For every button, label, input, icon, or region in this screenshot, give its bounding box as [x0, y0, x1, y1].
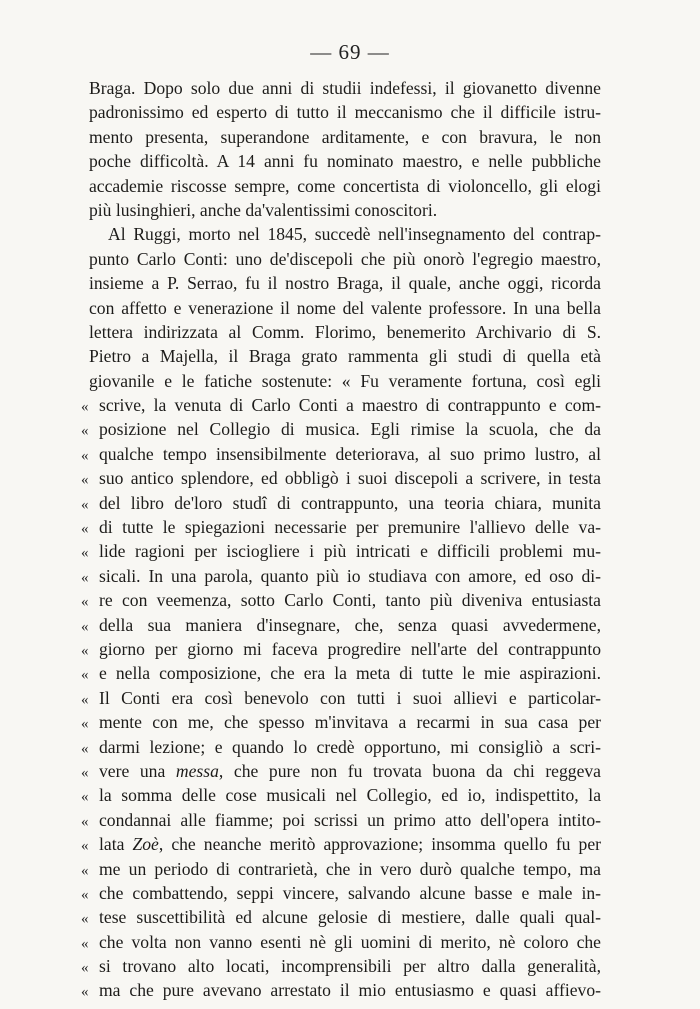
text-line-content: punto Carlo Conti: uno de'discepoli che più onorò l'egregio maestro,: [89, 248, 601, 269]
quotation-mark: «: [81, 911, 89, 928]
text-line-content: di tutte le spiegazioni necessarie per premunire l'allievo delle va-: [99, 517, 601, 538]
quotation-mark: «: [81, 423, 89, 440]
quotation-mark: «: [81, 399, 89, 416]
text-line-content: del libro de'loro studî di contrappunto, una teoria chiara, munita: [99, 492, 601, 513]
text-line-content: mente con me, che spesso m'invitava a recarmi in sua casa per: [99, 712, 601, 733]
text-line-content: padronissimo ed esperto di tutto il meccanismo che il difficile istru-: [89, 102, 601, 123]
text-line: [81, 930, 601, 954]
quotation-mark: «: [81, 960, 89, 977]
text-line-content: accademie riscosse sempre, come concertista di violoncello, gli elogi: [89, 175, 601, 196]
text-line-content: darmi lezione; e quando lo credè opportuno, mi consigliò a scri-: [99, 736, 601, 757]
text-line: [89, 344, 601, 368]
text-line: [81, 710, 601, 734]
quotation-mark: «: [81, 447, 89, 464]
text-line-content: Al Ruggi, morto nel 1845, succedè nell'insegnamento del contrap-: [108, 224, 601, 245]
text-line: [89, 296, 601, 320]
text-line-content: della sua maniera d'insegnare, che, senza quasi avvedermene,: [99, 614, 601, 635]
quotation-mark: «: [81, 691, 89, 708]
text-line-content: che combattendo, seppi vincere, salvando alcune basse e male in-: [99, 882, 601, 903]
text-line: [89, 222, 601, 246]
quotation-mark: «: [81, 594, 89, 611]
text-line-content: sicali. In una parola, quanto più io studiava con amore, ed oso di-: [99, 565, 601, 586]
text-line: [81, 539, 601, 563]
text-line: [89, 198, 601, 222]
text-line-content: che volta non vanno esenti nè gli uomini di merito, nè coloro che: [99, 931, 601, 952]
quotation-mark: «: [81, 813, 89, 830]
text-line: [89, 271, 601, 295]
text-line: [89, 247, 601, 271]
text-line-content: qualche tempo insensibilmente deteriorava, al suo primo lustro, al: [99, 443, 601, 464]
quotation-mark: «: [81, 569, 89, 586]
text-line: [81, 857, 601, 881]
quotation-mark: «: [81, 667, 89, 684]
text-line: [81, 905, 601, 929]
text-line-content: Braga. Dopo solo due anni di studii indefessi, il giovanetto divenne: [89, 78, 601, 98]
text-line-content: suo antico splendore, ed obbligò i suoi discepoli a scrivere, in testa: [99, 468, 601, 489]
quotation-mark: «: [81, 984, 89, 1001]
text-line-content: vere una messa, che pure non fu trovata buona da chi reggeva: [99, 760, 601, 781]
text-line-content: Il Conti era così benevolo con tutti i suoi allievi e particolar-: [99, 687, 601, 708]
text-line: [81, 613, 601, 637]
text-line-content: insieme a P. Serrao, fu il nostro Braga, il quale, anche oggi, ricorda: [89, 273, 601, 294]
body-text: [81, 76, 601, 1003]
text-line: [89, 125, 601, 149]
text-line-content: re con veemenza, sotto Carlo Conti, tanto più diveniva entusiasta: [99, 590, 601, 611]
text-line: [81, 442, 601, 466]
quotation-mark: «: [81, 496, 89, 513]
text-line: [81, 515, 601, 539]
text-line-content: e nella composizione, che era la meta di tutte le mie aspirazioni.: [99, 663, 601, 684]
text-line-content: poche difficoltà. A 14 anni fu nominato maestro, e nelle pubbliche: [89, 151, 601, 172]
quotation-mark: «: [81, 472, 89, 489]
text-line-content: si trovano alto locati, incomprensibili per altro dalla generalità,: [99, 956, 601, 977]
text-line-content: scrive, la venuta di Carlo Conti a maestro di contrappunto e com-: [99, 395, 601, 416]
text-line: [81, 832, 601, 856]
quotation-mark: «: [81, 618, 89, 635]
quotation-mark: «: [81, 716, 89, 733]
text-line: [81, 661, 601, 685]
text-line: [89, 174, 601, 198]
text-line: [81, 881, 601, 905]
text-line: [89, 76, 601, 100]
page-number: — 69 —: [310, 40, 390, 64]
quotation-mark: «: [81, 935, 89, 952]
quotation-mark: «: [81, 838, 89, 855]
text-line: [81, 759, 601, 783]
text-line: [81, 735, 601, 759]
text-line-content: me un periodo di contrarietà, che in vero durò qualche tempo, ma: [99, 858, 601, 879]
text-line-content: Pietro a Majella, il Braga grato rammenta gli studi di quella età: [89, 346, 601, 367]
quotation-mark: «: [81, 642, 89, 659]
text-line: [81, 686, 601, 710]
quotation-mark: «: [81, 862, 89, 879]
text-line-content: con affetto e venerazione il nome del valente professore. In una bella: [89, 297, 601, 318]
text-line-content: lata Zoè, che neanche meritò approvazione; insomma quello fu per: [99, 834, 601, 855]
quotation-mark: «: [81, 764, 89, 781]
text-line-content: condannai alle fiamme; poi scrissi un primo atto dell'opera intito-: [99, 809, 601, 830]
text-line: [89, 149, 601, 173]
text-line: [81, 564, 601, 588]
text-line: [81, 393, 601, 417]
quotation-mark: «: [81, 545, 89, 562]
text-line: [81, 978, 601, 1002]
quotation-mark: «: [81, 886, 89, 903]
text-line-content: lide ragioni per isciogliere i più intricati e difficili problemi mu-: [99, 541, 601, 562]
text-line-content: posizione nel Collegio di musica. Egli rimise la scuola, che da: [99, 419, 601, 440]
text-line-content: più lusinghieri, anche da'valentissimi conoscitori.: [89, 199, 438, 220]
text-line: [89, 100, 601, 124]
quotation-mark: «: [81, 740, 89, 757]
text-line: [89, 320, 601, 344]
text-line-content: giorno per giorno mi faceva progredire nell'arte del contrappunto: [99, 638, 601, 659]
text-line-content: lettera indirizzata al Comm. Florimo, benemerito Archivario di S.: [89, 321, 601, 342]
text-line: [81, 808, 601, 832]
text-line: [89, 369, 601, 393]
quotation-mark: «: [81, 789, 89, 806]
text-line: [81, 783, 601, 807]
text-line-content: la somma delle cose musicali nel Collegio, ed io, indispettito, la: [99, 785, 601, 806]
text-line: [81, 491, 601, 515]
text-line-content: tese suscettibilità ed alcune gelosie di mestiere, dalle quali qual-: [99, 907, 601, 928]
quotation-mark: «: [81, 521, 89, 538]
text-line-content: mento presenta, superandone arditamente, e con bravura, le non: [89, 126, 601, 147]
text-line: [81, 417, 601, 441]
text-line: [81, 954, 601, 978]
text-line-content: giovanile e le fatiche sostenute: « Fu veramente fortuna, così egli: [89, 370, 601, 391]
text-line: [81, 637, 601, 661]
text-line: [81, 588, 601, 612]
text-line: [81, 466, 601, 490]
text-line-content: ma che pure avevano arrestato il mio entusiasmo e quasi affievo-: [99, 980, 601, 1001]
